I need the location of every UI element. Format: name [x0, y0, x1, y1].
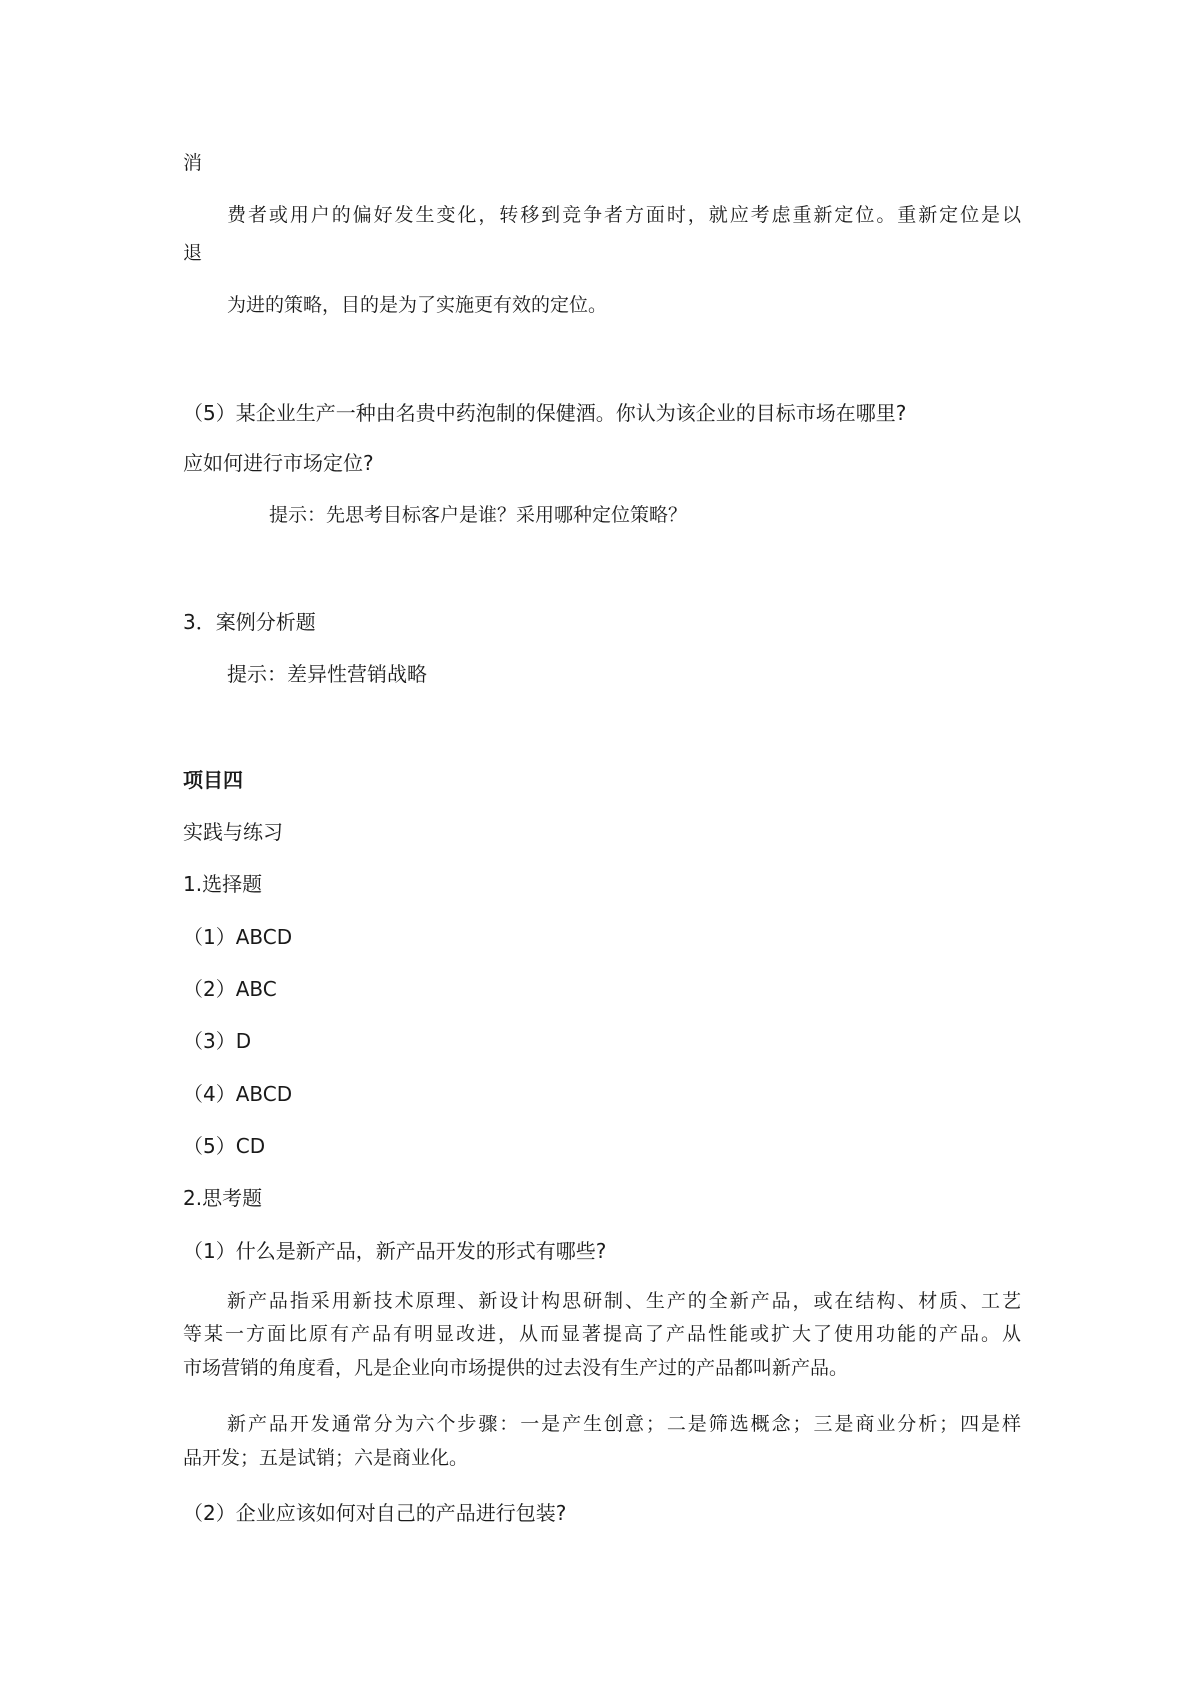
text-line: 新产品开发通常分为六个步骤：一是产生创意；二是筛选概念；三是商业分析；四是样 — [227, 1413, 1021, 1435]
project-title: 项目四 — [183, 768, 243, 792]
section-heading: 2.思考题 — [183, 1186, 263, 1210]
answer-item: （4）ABCD — [183, 1082, 293, 1106]
answer-item: （3）D — [183, 1029, 252, 1053]
section-heading: 实践与练习 — [183, 820, 283, 844]
text-line: 品开发；五是试销；六是商业化。 — [183, 1447, 469, 1469]
text-line: 为进的策略，目的是为了实施更有效的定位。 — [227, 294, 608, 316]
text-line: 等某一方面比原有产品有明显改进，从而显著提高了产品性能或扩大了使用功能的产品。从 — [183, 1323, 1021, 1345]
section-heading: 3．案例分析题 — [183, 610, 316, 634]
question-1: （1）什么是新产品，新产品开发的形式有哪些? — [183, 1239, 607, 1263]
text-line: 市场营销的角度看，凡是企业向市场提供的过去没有生产过的产品都叫新产品。 — [183, 1357, 849, 1379]
text-line: 费者或用户的偏好发生变化，转移到竞争者方面时，就应考虑重新定位。重新定位是以 — [227, 204, 1021, 226]
answer-item: （1）ABCD — [183, 925, 293, 949]
hint-text: 提示：先思考目标客户是谁？采用哪种定位策略？ — [269, 504, 688, 526]
text-line: 应如何进行市场定位? — [183, 451, 374, 475]
answer-item: （5）CD — [183, 1134, 266, 1158]
text-line: 消 — [183, 152, 203, 174]
question-2: （2）企业应该如何对自己的产品进行包装? — [183, 1501, 567, 1525]
question-5: （5）某企业生产一种由名贵中药泡制的保健酒。你认为该企业的目标市场在哪里? — [183, 401, 907, 425]
section-heading: 1.选择题 — [183, 872, 263, 896]
answer-item: （2）ABC — [183, 977, 277, 1001]
text-line: 新产品指采用新技术原理、新设计构思研制、生产的全新产品，或在结构、材质、工艺 — [227, 1290, 1021, 1312]
text-line: 退 — [183, 242, 203, 264]
hint-text: 提示：差异性营销战略 — [227, 662, 427, 686]
